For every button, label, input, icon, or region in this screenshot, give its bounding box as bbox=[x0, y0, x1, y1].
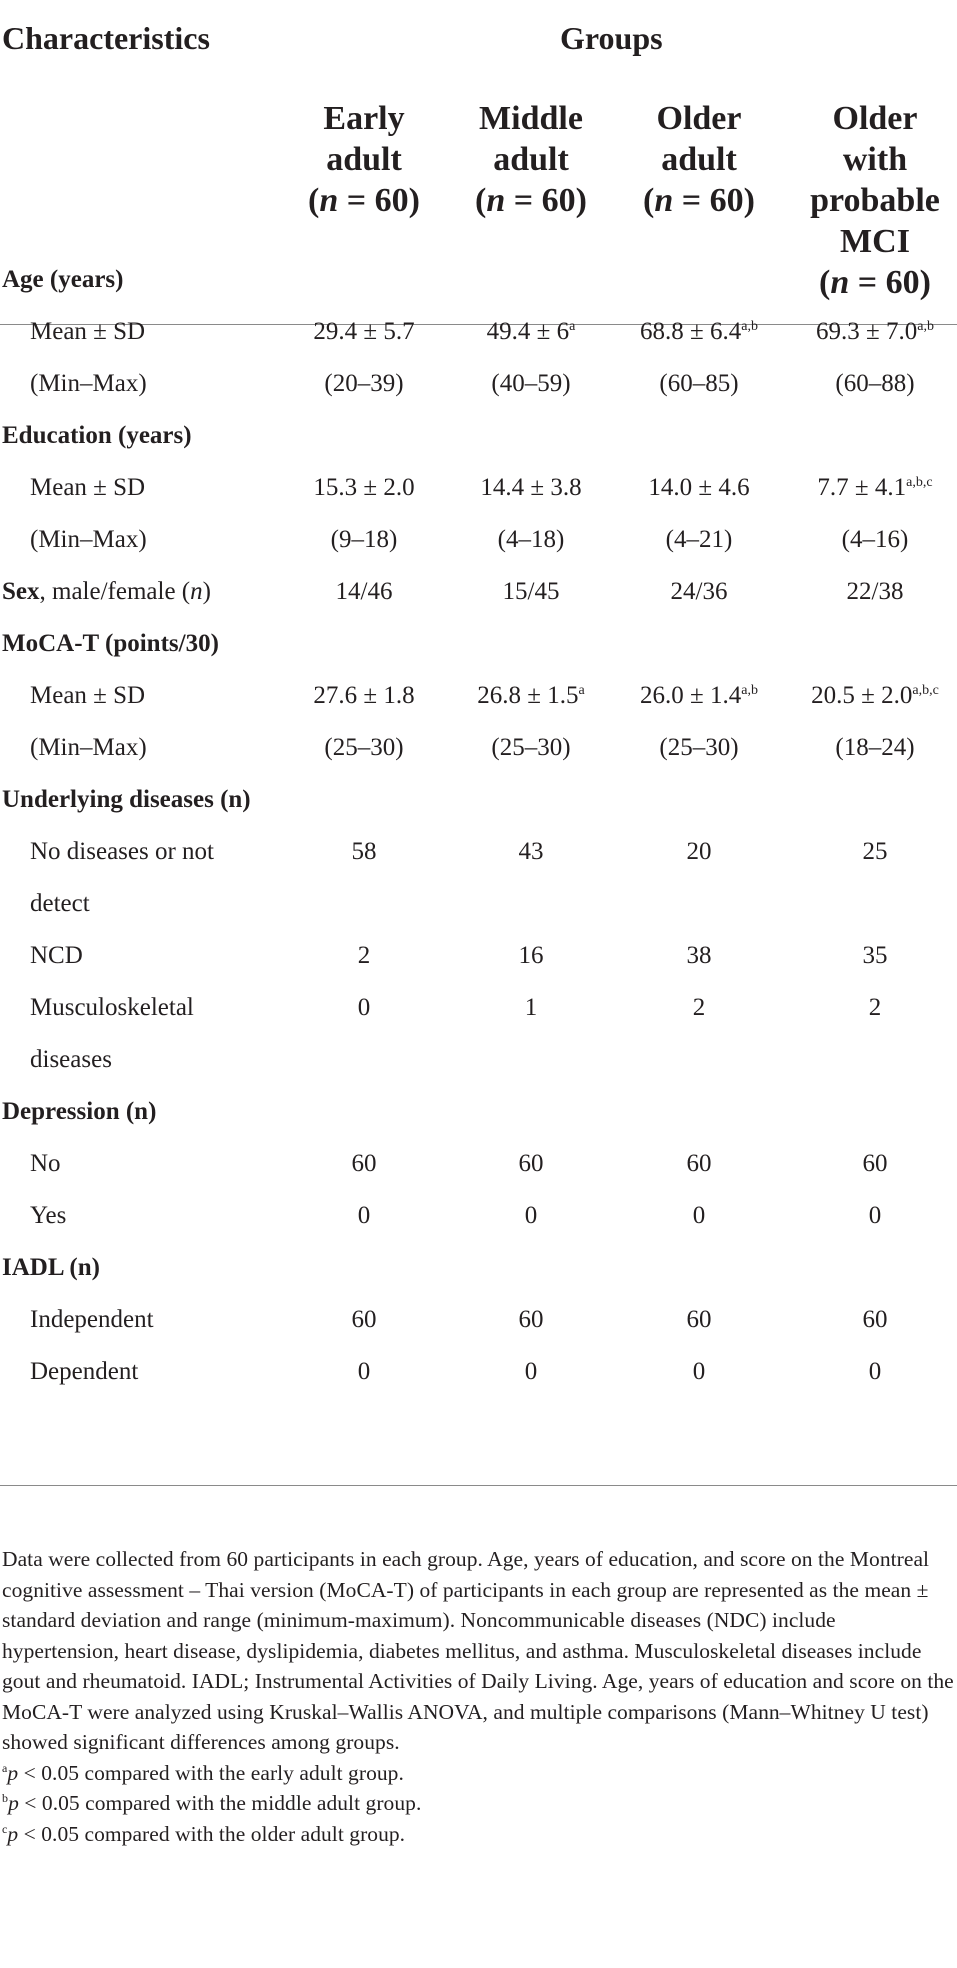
table-cell bbox=[775, 358, 957, 410]
n-value: = 60 bbox=[338, 182, 409, 219]
cell-value: 14.0 ± 4.6 bbox=[648, 474, 750, 501]
cell-value: 43 bbox=[518, 838, 544, 865]
footnote-text: < 0.05 compared with the middle adult group. bbox=[18, 1791, 422, 1815]
table-cell bbox=[599, 826, 799, 878]
section-row bbox=[0, 1086, 957, 1138]
footnote-p: p bbox=[7, 1760, 19, 1785]
table-cell bbox=[599, 930, 799, 982]
table-cell bbox=[599, 1294, 799, 1346]
table-cell bbox=[775, 1138, 957, 1190]
cell-value: 0 bbox=[357, 994, 371, 1021]
column-header-line: adult bbox=[326, 141, 402, 178]
footnote-mark: c bbox=[2, 1821, 8, 1836]
row-label bbox=[2, 566, 211, 618]
table-row bbox=[0, 722, 957, 774]
row-label: Education (years) bbox=[2, 422, 192, 449]
significance-marker: a,b,c bbox=[906, 475, 933, 490]
footnote-note bbox=[2, 1758, 955, 1789]
table-cell bbox=[775, 930, 957, 982]
table-row bbox=[0, 306, 957, 358]
n-value: = 60 bbox=[849, 264, 920, 301]
row-label: Mean ± SD bbox=[30, 318, 146, 345]
cell-value: 20 bbox=[686, 838, 712, 865]
row-label: diseases bbox=[30, 1046, 112, 1073]
cell-value: (4–18) bbox=[497, 526, 565, 553]
column-header-n: (n = 60) bbox=[308, 182, 420, 219]
cell-value: 60 bbox=[686, 1150, 712, 1177]
cell-value: 60 bbox=[518, 1306, 544, 1333]
table-row bbox=[0, 1346, 957, 1398]
footnote-p: p bbox=[8, 1791, 19, 1815]
cell-value: 68.8 ± 6.4 bbox=[640, 318, 742, 345]
row-label: NCD bbox=[30, 942, 83, 969]
row-label: No bbox=[30, 1150, 61, 1177]
row-label: IADL (n) bbox=[2, 1254, 100, 1281]
characteristics-header: Characteristics bbox=[2, 20, 210, 56]
row-label: Depression (n) bbox=[2, 1098, 157, 1125]
footnote-note bbox=[2, 1788, 955, 1819]
cell-value: (25–30) bbox=[659, 734, 739, 761]
table-cell bbox=[775, 462, 957, 514]
cell-value: (25–30) bbox=[324, 734, 404, 761]
cell-value: (4–16) bbox=[841, 526, 909, 553]
row-label: detect bbox=[30, 890, 90, 917]
cell-value: 0 bbox=[868, 1202, 882, 1229]
cell-value: (9–18) bbox=[330, 526, 398, 553]
significance-marker: a bbox=[578, 683, 585, 698]
cell-value: 2 bbox=[692, 994, 706, 1021]
cell-value: 27.6 ± 1.8 bbox=[313, 682, 415, 709]
n-symbol: n bbox=[486, 182, 506, 219]
row-label-bold: Sex bbox=[2, 578, 40, 605]
footnote-note bbox=[2, 1819, 955, 1850]
cell-value: 22/38 bbox=[846, 578, 904, 605]
row-label: Underlying diseases (n) bbox=[2, 786, 251, 813]
table-cell bbox=[775, 1346, 957, 1398]
cell-value: 60 bbox=[351, 1306, 377, 1333]
table-row bbox=[0, 1034, 957, 1086]
cell-value: 49.4 ± 6 bbox=[486, 318, 570, 345]
significance-marker: a bbox=[569, 319, 576, 334]
cell-value: 16 bbox=[518, 942, 544, 969]
table-cell bbox=[599, 514, 799, 566]
column-header-line: Older bbox=[656, 100, 742, 137]
row-label: Mean ± SD bbox=[30, 474, 146, 501]
table-row bbox=[0, 982, 957, 1034]
row-label: (Min–Max) bbox=[30, 734, 147, 761]
table-cell bbox=[599, 982, 799, 1034]
row-label: MoCA-T (points/30) bbox=[2, 630, 219, 657]
table-row bbox=[0, 878, 957, 930]
n-symbol: n bbox=[830, 264, 850, 301]
n-value: = 60 bbox=[505, 182, 576, 219]
table-cell bbox=[775, 566, 957, 618]
column-header-line: probable bbox=[810, 182, 940, 219]
table-row bbox=[0, 930, 957, 982]
column-header-line: Early bbox=[323, 100, 405, 137]
cell-value: (18–24) bbox=[835, 734, 915, 761]
cell-value: (20–39) bbox=[324, 370, 404, 397]
column-header-n: (n = 60) bbox=[643, 182, 755, 219]
column-header-line: with bbox=[842, 141, 908, 178]
row-label: Musculoskeletal bbox=[30, 994, 194, 1021]
column-header-n: (n = 60) bbox=[475, 182, 587, 219]
table-row bbox=[0, 1294, 957, 1346]
column-header-line: adult bbox=[493, 141, 569, 178]
cell-value: 26.8 ± 1.5 bbox=[477, 682, 579, 709]
table-cell bbox=[599, 670, 799, 722]
cell-value: 60 bbox=[862, 1306, 888, 1333]
section-row bbox=[0, 774, 957, 826]
cell-value: (60–88) bbox=[835, 370, 915, 397]
row-label: Age (years) bbox=[2, 266, 124, 293]
section-row bbox=[0, 254, 957, 306]
cell-value: 29.4 ± 5.7 bbox=[313, 318, 415, 345]
table-cell bbox=[599, 566, 799, 618]
table-row bbox=[0, 514, 957, 566]
cell-value: 1 bbox=[524, 994, 538, 1021]
table-bottom-divider bbox=[0, 1485, 957, 1486]
table-cell bbox=[775, 670, 957, 722]
table-row bbox=[0, 1190, 957, 1242]
table-cell bbox=[775, 306, 957, 358]
table-cell bbox=[599, 1190, 799, 1242]
cell-value: 14.4 ± 3.8 bbox=[480, 474, 582, 501]
table-row bbox=[0, 670, 957, 722]
cell-value: 15/45 bbox=[502, 578, 560, 605]
column-header-line: adult bbox=[661, 141, 737, 178]
row-label: No diseases or not bbox=[30, 838, 214, 865]
row-label: Dependent bbox=[30, 1358, 139, 1385]
significance-marker: a,b,c bbox=[912, 683, 939, 698]
section-row bbox=[0, 1242, 957, 1294]
table-row bbox=[0, 462, 957, 514]
footnote-text: < 0.05 compared with the older adult group. bbox=[18, 1821, 406, 1846]
cell-value: 2 bbox=[357, 942, 371, 969]
table-row bbox=[0, 1138, 957, 1190]
row-label: Yes bbox=[30, 1202, 67, 1229]
table-cell bbox=[775, 1190, 957, 1242]
significance-marker: a,b bbox=[917, 319, 934, 334]
cell-value: 35 bbox=[862, 942, 888, 969]
n-value: = 60 bbox=[673, 182, 744, 219]
significance-marker: a,b bbox=[741, 683, 758, 698]
cell-value: 38 bbox=[686, 942, 712, 969]
section-row bbox=[0, 410, 957, 462]
significance-marker: a,b bbox=[741, 319, 758, 334]
table-row bbox=[0, 566, 957, 618]
row-label-end: ) bbox=[202, 578, 211, 605]
column-header-line: Middle bbox=[479, 100, 583, 137]
cell-value: 24/36 bbox=[670, 578, 728, 605]
cell-value: (60–85) bbox=[659, 370, 739, 397]
cell-value: 15.3 ± 2.0 bbox=[313, 474, 415, 501]
cell-value: 26.0 ± 1.4 bbox=[640, 682, 742, 709]
table-cell bbox=[599, 722, 799, 774]
row-label: Mean ± SD bbox=[30, 682, 146, 709]
footnote-p: p bbox=[7, 1821, 19, 1846]
footnote-mark: b bbox=[2, 1791, 9, 1805]
cell-value: (4–21) bbox=[665, 526, 733, 553]
cell-value: 7.7 ± 4.1 bbox=[817, 474, 907, 501]
cell-value: 0 bbox=[692, 1358, 706, 1385]
cell-value: 25 bbox=[862, 838, 888, 865]
cell-value: 2 bbox=[868, 994, 882, 1021]
footnote-text: < 0.05 compared with the early adult group. bbox=[18, 1760, 404, 1785]
row-label: (Min–Max) bbox=[30, 370, 147, 397]
table-cell bbox=[775, 514, 957, 566]
cell-value: 14/46 bbox=[335, 578, 393, 605]
cell-value: 0 bbox=[524, 1358, 538, 1385]
table-cell bbox=[775, 982, 957, 1034]
cell-value: (25–30) bbox=[491, 734, 571, 761]
cell-value: 0 bbox=[692, 1202, 706, 1229]
column-header-n: (n = 60) bbox=[819, 264, 931, 301]
cell-value: 0 bbox=[868, 1358, 882, 1385]
table-cell bbox=[775, 722, 957, 774]
cell-value: 58 bbox=[351, 838, 377, 865]
table-cell bbox=[775, 1294, 957, 1346]
table-cell bbox=[599, 358, 799, 410]
table-row bbox=[0, 358, 957, 410]
cell-value: 60 bbox=[351, 1150, 377, 1177]
cell-value: 60 bbox=[862, 1150, 888, 1177]
cell-value: 60 bbox=[518, 1150, 544, 1177]
cell-value: 69.3 ± 7.0 bbox=[816, 318, 918, 345]
column-header-line: Older bbox=[832, 100, 918, 137]
groups-header: Groups bbox=[560, 20, 663, 56]
cell-value: 0 bbox=[524, 1202, 538, 1229]
footnote-significance-notes bbox=[2, 1758, 955, 1850]
cell-value: (40–59) bbox=[491, 370, 571, 397]
footnote-main: Data were collected from 60 participants in each group. Age, years of education, and score on the Montreal cognitive assessment – Thai version (MoCA-T) of participants in each group are represented as the mean ± standard deviation and range (minimum-maximum). Noncommunicable diseases (NDC) include hypertension, heart disease, dyslipidemia, diabetes mellitus, and asthma. Musculoskeletal diseases include gout and rheumatoid. IADL; Instrumental Activities of Daily Living. Age, years of education and score on the MoCA-T were analyzed using Kruskal–Wallis ANOVA, and multiple comparisons (Mann–Whitney U test) showed significant differences among groups. bbox=[2, 1547, 954, 1754]
cell-value: 0 bbox=[357, 1202, 371, 1229]
table-row bbox=[0, 826, 957, 878]
table-cell bbox=[599, 306, 799, 358]
cell-value: 0 bbox=[357, 1358, 371, 1385]
row-label-rest: , male/female ( bbox=[39, 578, 191, 605]
n-symbol: n bbox=[319, 182, 339, 219]
table-cell bbox=[599, 1138, 799, 1190]
section-row bbox=[0, 618, 957, 670]
n-symbol: n bbox=[654, 182, 674, 219]
table-cell bbox=[599, 1346, 799, 1398]
footnote-mark: a bbox=[2, 1760, 8, 1775]
row-label: (Min–Max) bbox=[30, 526, 147, 553]
table-footnote bbox=[2, 1544, 955, 1849]
cell-value: 60 bbox=[686, 1306, 712, 1333]
table-cell bbox=[599, 462, 799, 514]
column-header-line: MCI bbox=[840, 223, 910, 260]
row-label: Independent bbox=[30, 1306, 154, 1333]
table-cell bbox=[775, 826, 957, 878]
cell-value: 20.5 ± 2.0 bbox=[811, 682, 913, 709]
row-label-italic: n bbox=[190, 578, 203, 605]
